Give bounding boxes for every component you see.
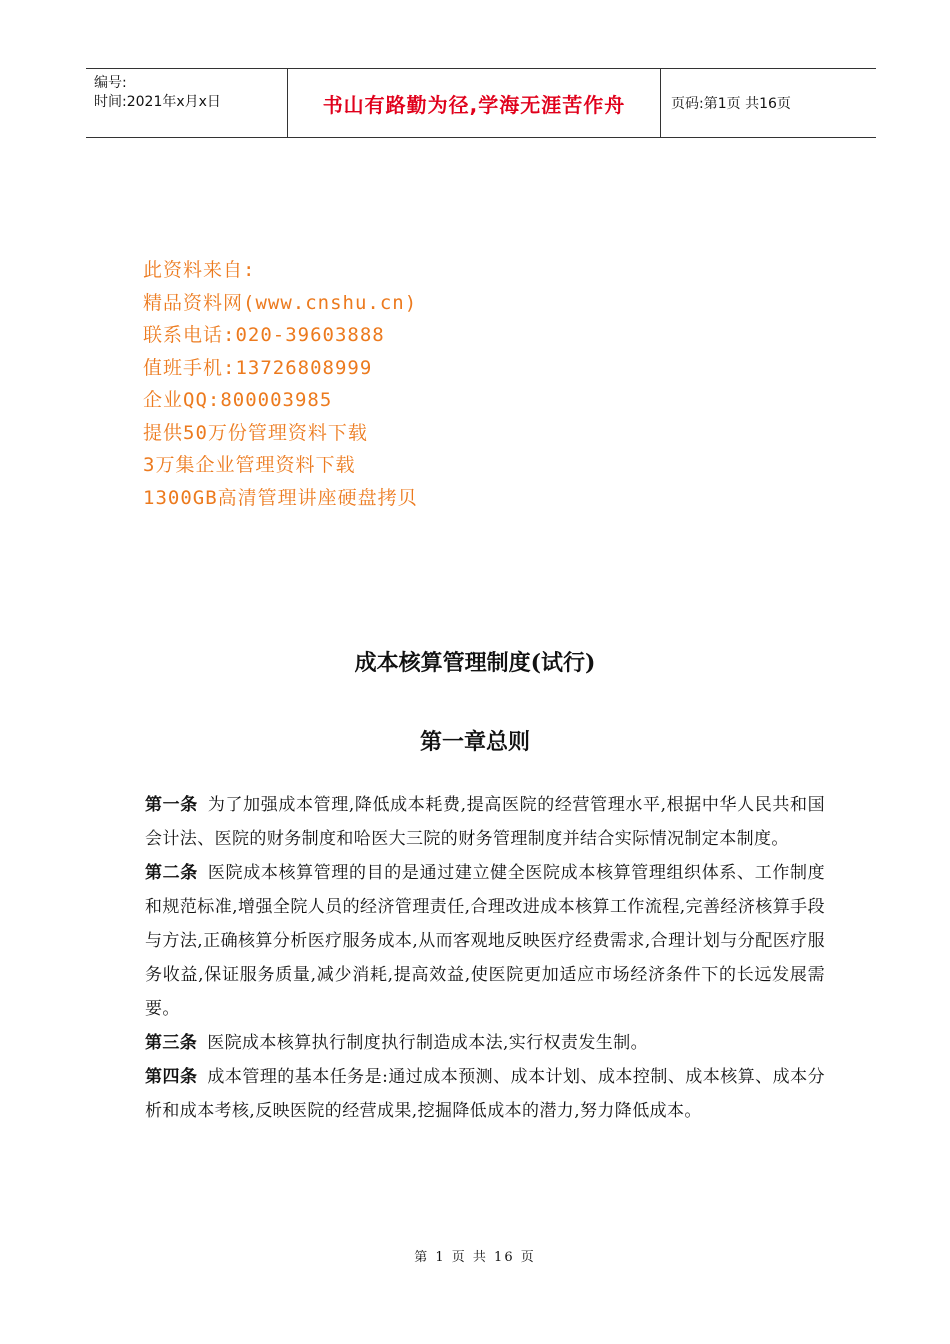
ad-line: 企业QQ:800003985 [143, 389, 333, 411]
article-label: 第一条 [145, 795, 198, 815]
article-text: 医院成本核算执行制度执行制造成本法,实行权责发生制。 [207, 1033, 649, 1053]
page-footer: 第 1 页 共 16 页 [414, 1250, 536, 1265]
article [145, 1026, 825, 1060]
number-label: 编号: [94, 75, 127, 91]
document-title: 成本核算管理制度(试行) [354, 650, 596, 676]
article [145, 1060, 825, 1128]
ad-line: 1300GB高清管理讲座硬盘拷贝 [143, 486, 418, 509]
time-line: 时间:2021年x月x日 [94, 94, 221, 110]
motto-text: 书山有路勤为径,学海无涯苦作舟 [322, 92, 626, 117]
article [145, 788, 825, 856]
article-text: 为了加强成本管理,降低成本耗费,提高医院的经营管理水平,根据中华人民共和国会计法、医院的财务制度和哈医大三院的财务管理制度并结合实际情况制定本制度。 [145, 795, 826, 849]
chapter-title: 第一章总则 [419, 729, 530, 755]
article-text: 成本管理的基本任务是:通过成本预测、成本计划、成本控制、成本核算、成本分析和成本考核,反映医院的经营成果,挖掘降低成本的潜力,努力降低成本。 [145, 1067, 825, 1121]
header-page-info: 页码:第1页 共16页 [671, 96, 791, 112]
header-table [86, 68, 876, 138]
article-label: 第四条 [145, 1067, 198, 1087]
ad-block [143, 254, 418, 514]
ad-line: 联系电话:020-39603888 [143, 324, 385, 346]
header-motto [288, 69, 661, 137]
article-label: 第二条 [145, 863, 198, 883]
ad-line: 值班手机:13726808999 [143, 356, 373, 379]
ad-line: 3万集企业管理资料下载 [143, 454, 356, 476]
header-meta [86, 69, 288, 137]
article-text: 医院成本核算管理的目的是通过建立健全医院成本核算管理组织体系、工作制度和规范标准,增强全院人员的经济管理责任,合理改进成本核算工作流程,完善经济核算手段与方法,正确核算分析医疗服务成本,从而客观地反映医疗经费需求,合理计划与分配医疗服务收益,保证服务质量,减少消耗,提高效益,使医院更加适应市场经济条件下的长远发展需要。 [145, 863, 826, 1019]
article-label: 第三条 [145, 1033, 198, 1053]
ad-line: 精品资料网(www.cnshu.cn) [143, 291, 418, 314]
ad-line: 提供50万份管理资料下载 [143, 421, 368, 444]
ad-line: 此资料来自: [143, 259, 256, 281]
article [145, 856, 825, 1026]
document-body [145, 788, 825, 1128]
